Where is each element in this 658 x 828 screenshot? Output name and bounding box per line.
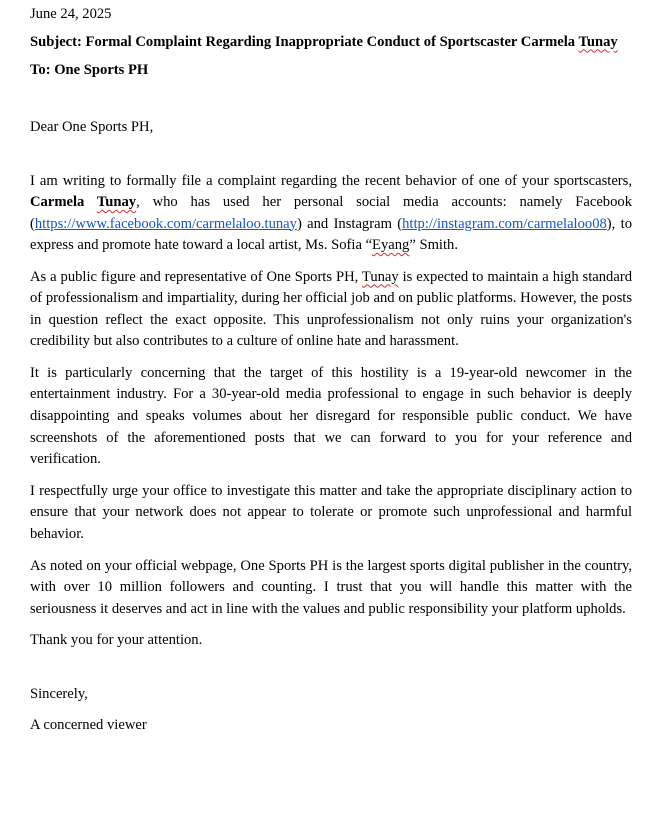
paragraph-2-text-b: is expected to maintain a high standard of professionalism and impartiality, during her official job and on public platforms. However, the posts in question reflect the exact opposite. This unprofessionalism not only ruins your organization's credibility but also contributes to a culture of online hate and harassment.: [30, 268, 632, 350]
letter-body: [30, 4, 632, 737]
paragraph-1-text-a: I am writing to formally file a complaint regarding the recent behavior of one of your sportscasters,: [30, 172, 632, 189]
letter-subject: [30, 32, 632, 53]
sportscaster-last-name: Tunay: [96, 194, 137, 210]
paragraph-1-text-c: ) and Instagram (: [296, 215, 403, 232]
artist-nickname: Eyang: [372, 237, 410, 253]
subject-text: Subject: Formal Complaint Regarding Inappropriate Conduct of Sportscaster Carmela: [30, 33, 579, 50]
paragraph-2-text-a: As a public figure and representative of One Sports PH,: [30, 268, 362, 285]
facebook-link[interactable]: https://www.facebook.com/carmelaloo.tunay: [34, 215, 297, 232]
instagram-link[interactable]: http://instagram.com/carmelaloo08: [402, 215, 607, 232]
paragraph-1-text-d: ), to express and promote hate toward a local artist, Ms. Sofia “: [30, 215, 632, 253]
letter-signature: A concerned viewer: [30, 717, 147, 734]
paragraph-1-text-e: ” Smith.: [409, 237, 458, 253]
paragraph-4: I respectfully urge your office to investigate this matter and take the appropriate disciplinary action to ensure that your network does not appear to tolerate or promote such unprofessional and harmful behavior.: [30, 482, 632, 543]
sportscaster-name: [30, 194, 136, 210]
sportscaster-first-name: Carmela: [30, 194, 97, 210]
paragraph-5: As noted on your official webpage, One Sports PH is the largest sports digital publisher in the country, with over 10 million followers and counting. I trust that you will handle this matter with the seriousness it deserves and act in line with the values and public responsibility your platform upholds.: [30, 557, 632, 617]
letter-date: June 24, 2025: [30, 6, 112, 22]
letter-closing: Sincerely,: [30, 685, 88, 702]
letter-greeting: Dear One Sports PH,: [30, 119, 154, 135]
paragraph-1: [30, 171, 632, 257]
paragraph-3: It is particularly concerning that the target of this hostility is a 19-year-old newcomer in the entertainment industry. For a 30-year-old media professional to engage in such behavior is deeply disappointing and speaks volumes about her disregard for responsible public conduct. We have screenshots of the aforementioned posts that we can forward to you for your reference and verification.: [30, 364, 632, 468]
letter-recipient: To: One Sports PH: [30, 61, 149, 78]
paragraph-2-name: Tunay: [361, 268, 399, 285]
subject-name-misspelled: Tunay: [578, 33, 618, 50]
paragraph-1-text-b: , who has used her personal social media accounts: namely Facebook (: [30, 194, 632, 232]
letter-thanks: Thank you for your attention.: [30, 632, 203, 649]
paragraph-2: [30, 267, 632, 353]
